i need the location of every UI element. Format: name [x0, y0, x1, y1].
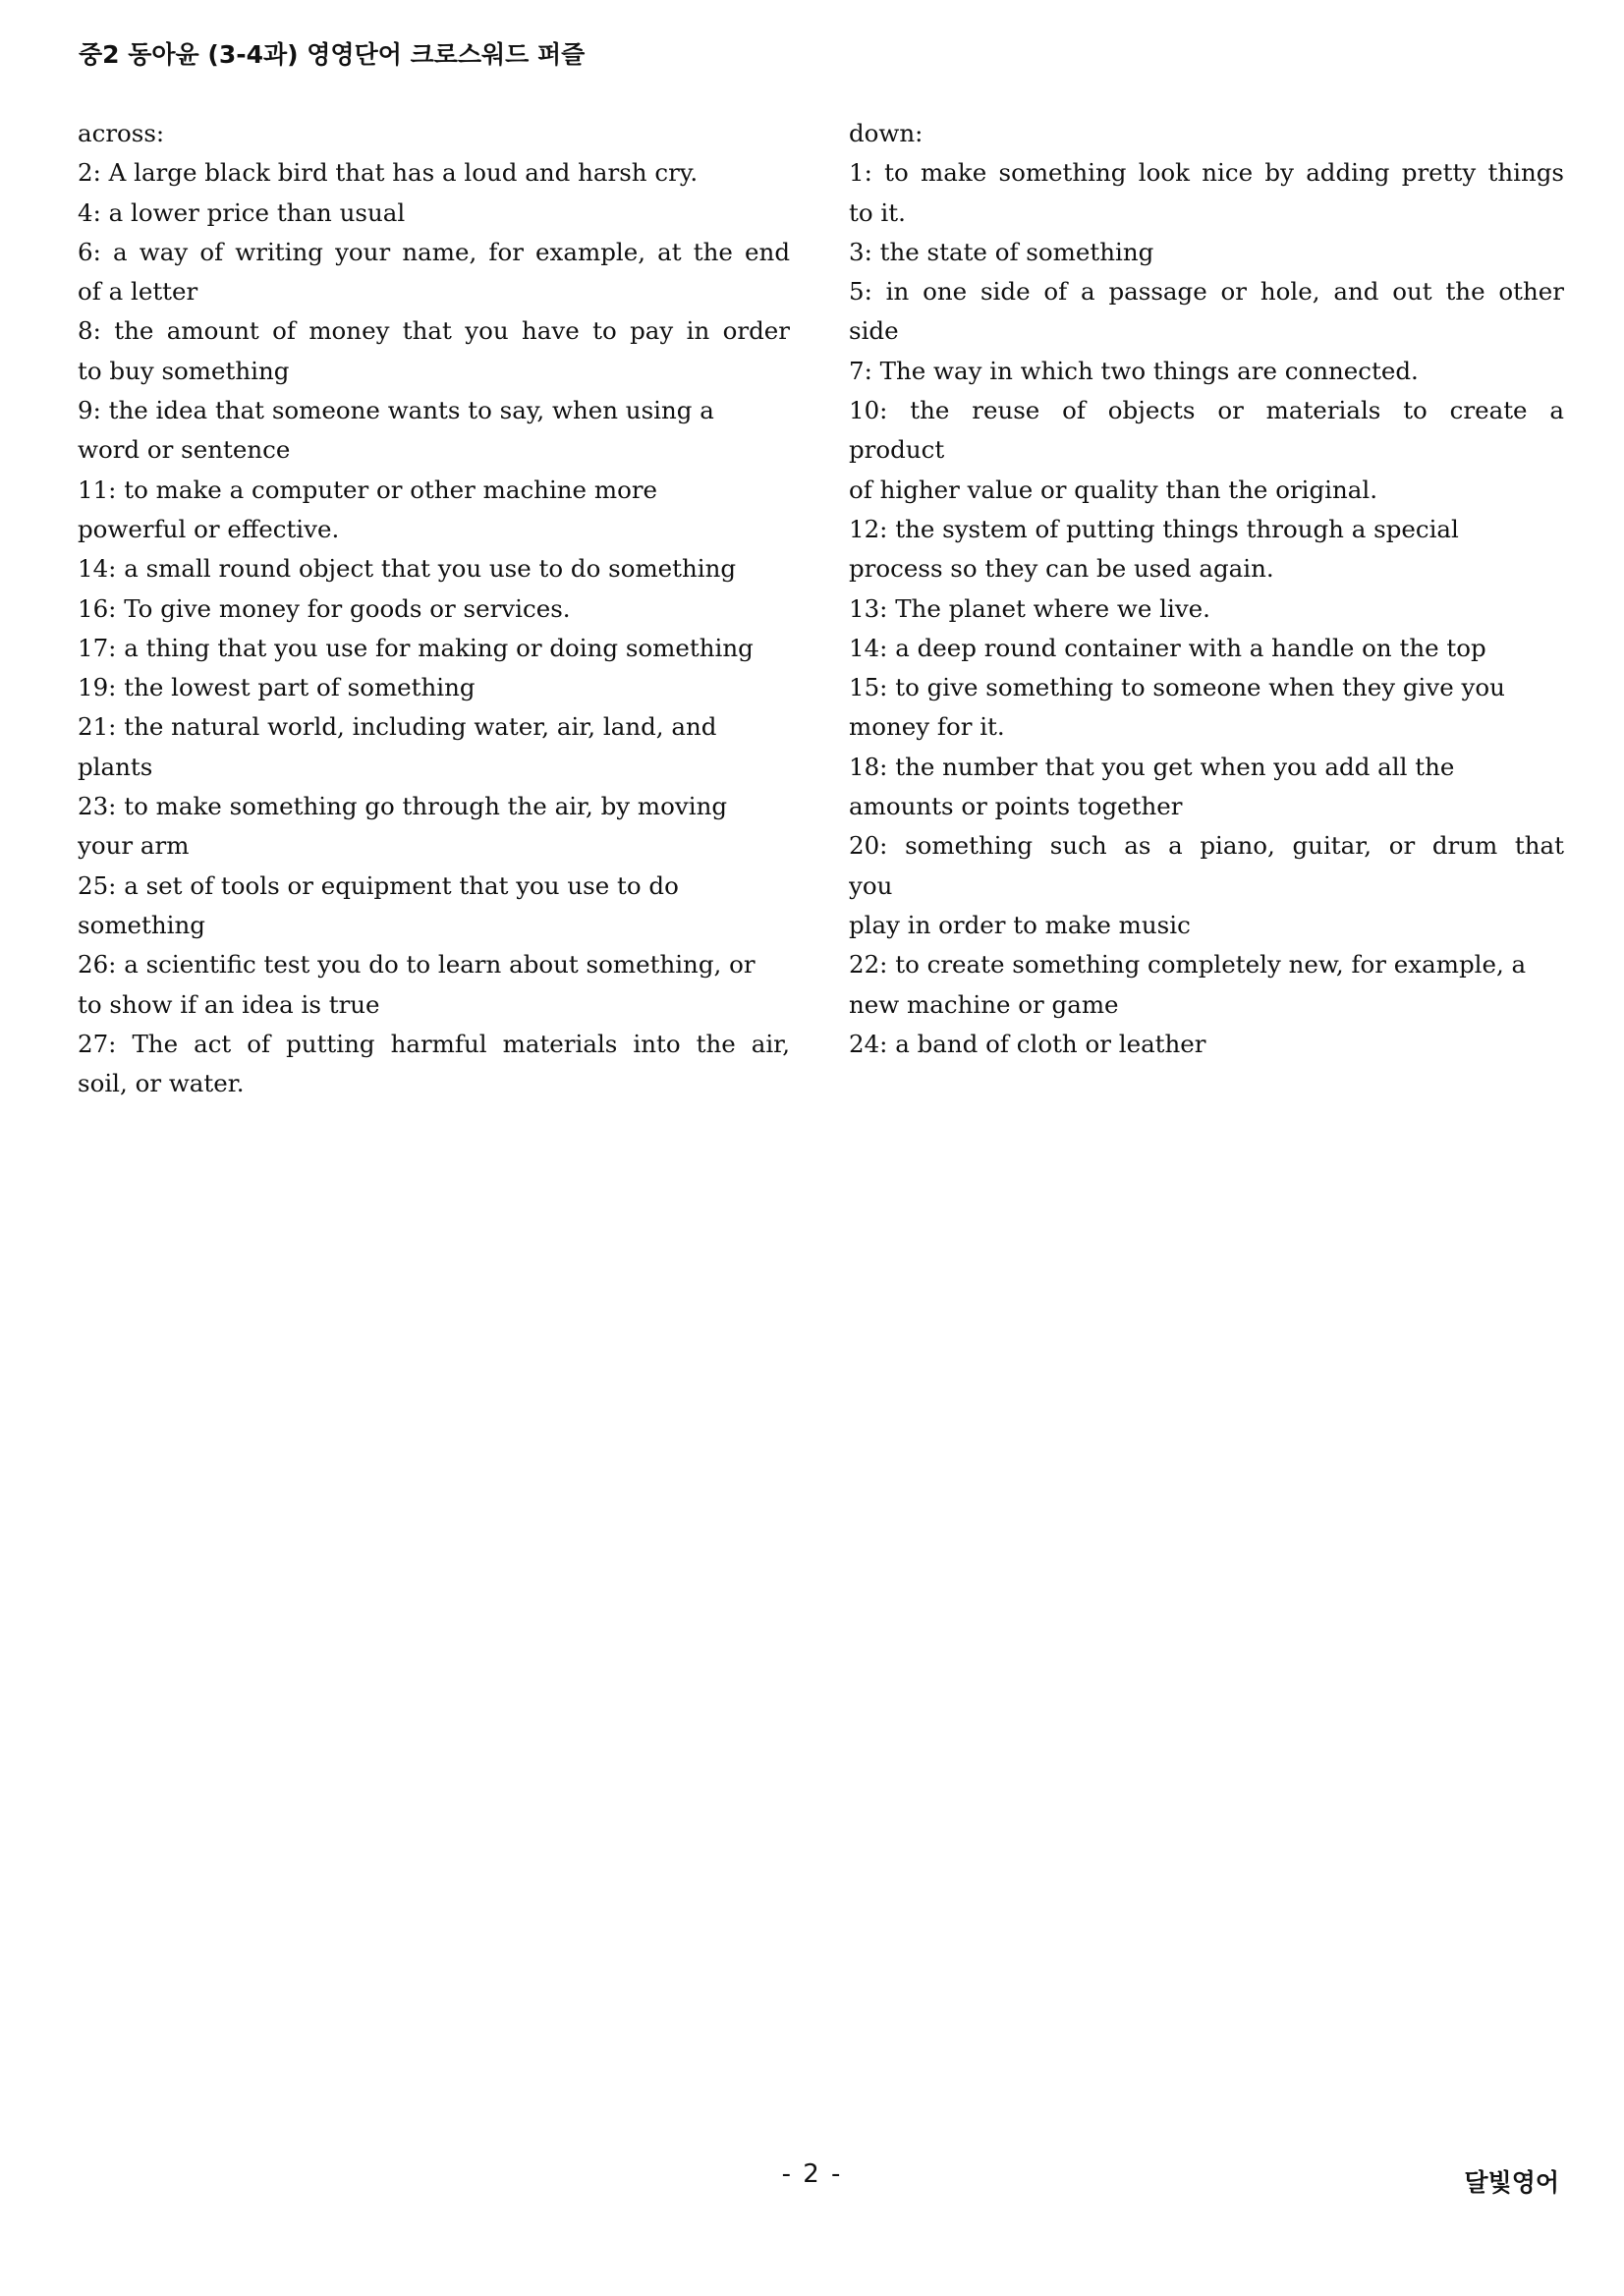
clue-line: 16: To give money for goods or services. — [78, 593, 571, 623]
clue-line: 24: a band of cloth or leather — [849, 1029, 1206, 1058]
page-number: - 2 - — [781, 2159, 843, 2189]
clue-line: you — [849, 870, 893, 900]
across-clues — [78, 114, 790, 1103]
clue-line: something — [78, 910, 205, 939]
clue-line: 27: The act of putting harmful materials into the air, — [78, 1029, 790, 1058]
clue-line: 26: a scientific test you do to learn about something, or — [78, 950, 756, 980]
clue-line: 11: to make a computer or other machine more — [78, 475, 658, 504]
clue-line: 19: the lowest part of something — [78, 673, 476, 702]
clue-line: 9: the idea that someone wants to say, when using a — [78, 396, 714, 425]
clue-line: 1: to make something look nice by adding pretty things — [849, 158, 1564, 188]
clue-line: 22: to create something completely new, for example, a — [849, 950, 1527, 980]
clue-line: plants — [78, 752, 153, 781]
clue-line: of a letter — [78, 277, 198, 307]
clue-line: 3: the state of something — [849, 237, 1154, 266]
clue-line: 25: a set of tools or equipment that you use to do — [78, 870, 679, 900]
clue-line: to show if an idea is true — [78, 989, 380, 1019]
clue-line: 17: a thing that you use for making or doing something — [78, 633, 754, 662]
clue-line: play in order to make music — [849, 910, 1191, 939]
clue-line: to it. — [849, 197, 906, 227]
clue-line: new machine or game — [849, 989, 1119, 1019]
clue-line: 23: to make something go through the air, by moving — [78, 792, 728, 821]
clue-line: 14: a small round object that you use to do something — [78, 554, 737, 584]
across-heading: across: — [78, 119, 165, 147]
clue-line: side — [849, 316, 899, 346]
clue-line: 13: The planet where we live. — [849, 593, 1210, 623]
clue-line: process so they can be used again. — [849, 554, 1274, 584]
clue-line: 10: the reuse of objects or materials to create a — [849, 396, 1564, 425]
clue-line: 2: A large black bird that has a loud and harsh cry. — [78, 158, 699, 188]
clue-line: 7: The way in which two things are connected. — [849, 356, 1419, 385]
down-heading: down: — [849, 119, 924, 147]
clue-line: word or sentence — [78, 435, 291, 465]
clue-line: 5: in one side of a passage or hole, and out the other — [849, 277, 1564, 307]
page-title: 중2 동아윤 (3-4과) 영영단어 크로스워드 퍼즐 — [79, 40, 586, 69]
clue-line: of higher value or quality than the original. — [849, 475, 1378, 504]
clue-line: 6: a way of writing your name, for example, at the end — [78, 237, 790, 266]
clue-line: 8: the amount of money that you have to pay in order — [78, 316, 790, 346]
clue-line: 4: a lower price than usual — [78, 197, 406, 227]
clue-line: 20: something such as a piano, guitar, or drum that — [849, 831, 1564, 861]
clue-line: to buy something — [78, 356, 290, 385]
clue-line: amounts or points together — [849, 792, 1183, 821]
clue-line: 15: to give something to someone when they give you — [849, 673, 1505, 702]
clue-line: 12: the system of putting things through a special — [849, 514, 1459, 543]
clue-line: product — [849, 435, 945, 465]
clue-line: your arm — [78, 831, 190, 861]
brand-label: 달빛영어 — [1464, 2168, 1559, 2197]
clue-line: 14: a deep round container with a handle on the top — [849, 633, 1486, 662]
clue-line: soil, or water. — [78, 1069, 245, 1098]
clue-line: 18: the number that you get when you add all the — [849, 752, 1455, 781]
clue-line: 21: the natural world, including water, air, land, and — [78, 712, 717, 742]
clue-line: powerful or effective. — [78, 514, 340, 543]
clue-line: money for it. — [849, 712, 1005, 742]
down-clues — [849, 114, 1564, 1064]
